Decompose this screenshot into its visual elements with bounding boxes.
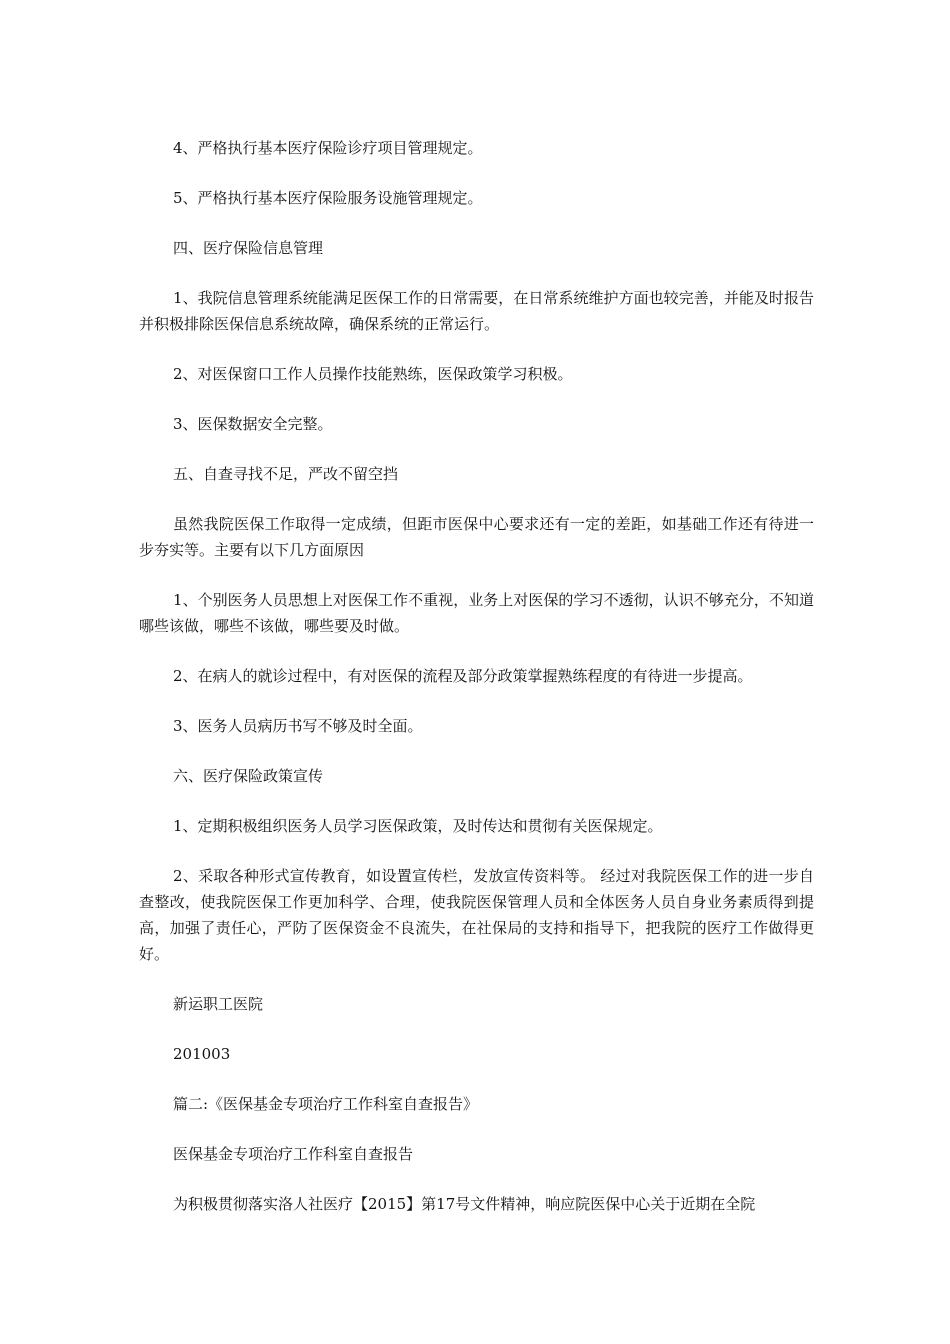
paragraph-reason-2: 2、在病人的就诊过程中，有对医保的流程及部分政策掌握熟练程度的有待进一步提高。 — [173, 667, 753, 685]
paragraph-publicity-1: 1、定期积极组织医务人员学习医保政策，及时传达和贯彻有关医保规定。 — [173, 817, 663, 835]
report-title: 医保基金专项治疗工作科室自查报告 — [173, 1145, 414, 1163]
chapter-two-title: 篇二:《医保基金专项治疗工作科室自查报告》 — [173, 1095, 479, 1113]
document-page — [139, 135, 814, 1241]
section-heading-self-check: 五、自查寻找不足，严改不留空挡 — [173, 465, 399, 483]
report-intro-paragraph: 为积极贯彻落实洛人社医疗【2015】第17号文件精神，响应院医保中心关于近期在全院 — [173, 1195, 756, 1213]
paragraph-reason-3: 3、医务人员病历书写不够及时全面。 — [173, 717, 423, 735]
signature-date: 201003 — [173, 1045, 231, 1063]
section-heading-publicity: 六、医疗保险政策宣传 — [173, 767, 324, 785]
paragraph-info-3: 3、医保数据安全完整。 — [173, 415, 333, 433]
signature-hospital-name: 新运职工医院 — [173, 995, 264, 1013]
paragraph-item-4: 4、严格执行基本医疗保险诊疗项目管理规定。 — [173, 139, 483, 157]
paragraph-info-2: 2、对医保窗口工作人员操作技能熟练，医保政策学习积极。 — [173, 365, 573, 383]
paragraph-publicity-2: 2、采取各种形式宣传教育，如设置宣传栏，发放宣传资料等。 经过对我院医保工作的进一步自查整改，使我院医保工作更加科学、合理，使我院医保管理人员和全体医务人员自身业务素质得到提高，加强了责任心，严防了医保资金不良流失，在社保局的支持和指导下，把我院的医疗工作做得更好。 — [139, 867, 814, 963]
paragraph-item-5: 5、严格执行基本医疗保险服务设施管理规定。 — [173, 189, 483, 207]
paragraph-info-1: 1、我院信息管理系统能满足医保工作的日常需要，在日常系统维护方面也较完善，并能及时报告并积极排除医保信息系统故障，确保系统的正常运行。 — [139, 289, 814, 333]
paragraph-reason-1: 1、个别医务人员思想上对医保工作不重视，业务上对医保的学习不透彻，认识不够充分，不知道哪些该做，哪些不该做，哪些要及时做。 — [139, 591, 814, 635]
section-heading-info-management: 四、医疗保险信息管理 — [173, 239, 324, 257]
paragraph-self-check-intro: 虽然我院医保工作取得一定成绩，但距市医保中心要求还有一定的差距，如基础工作还有待进一步夯实等。主要有以下几方面原因 — [139, 515, 814, 559]
